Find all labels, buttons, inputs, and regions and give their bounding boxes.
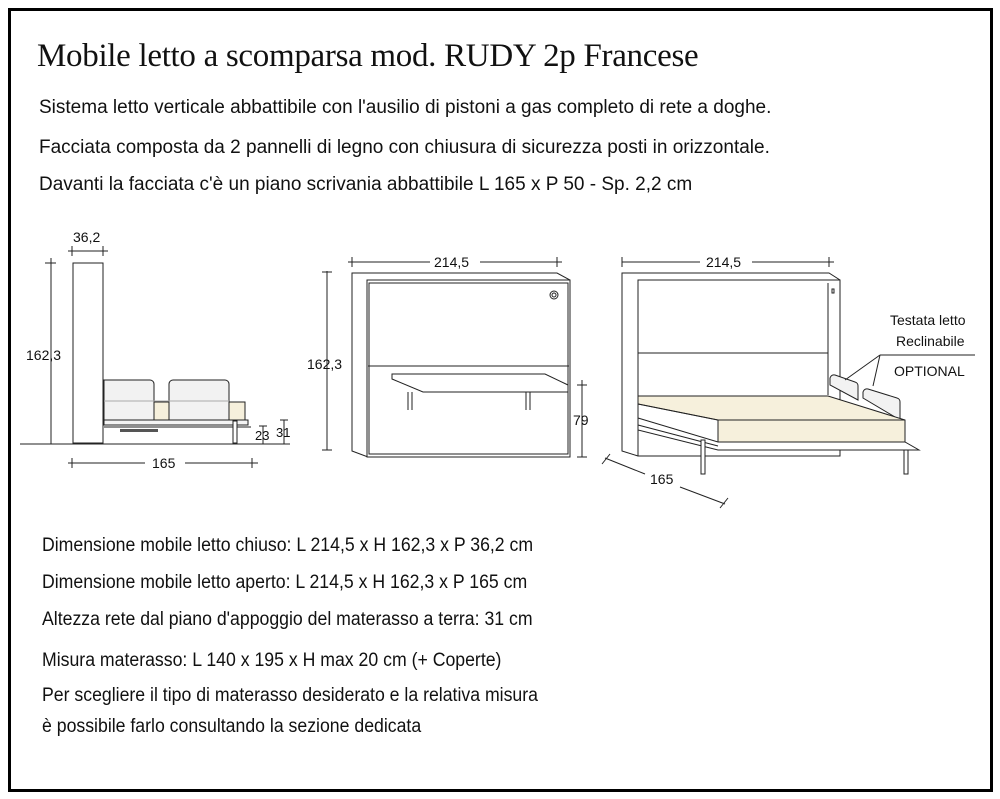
description-line-2: Facciata composta da 2 pannelli di legno con chiusura di sicurezza posti in orizzontale. <box>39 137 770 158</box>
description-line-1: Sistema letto verticale abbattibile con l'ausilio di pistoni a gas completo di rete a doghe. <box>39 97 772 118</box>
dim-front-width: 214,5 <box>434 254 470 270</box>
dim-open-depth: 165 <box>650 471 674 487</box>
spec-mattress-height: Altezza rete dal piano d'appoggio del materasso a terra: 31 cm <box>42 609 533 630</box>
dim-side-depth-open: 165 <box>152 455 176 471</box>
callout-optional: OPTIONAL <box>894 363 965 379</box>
dim-side-height: 162,3 <box>26 347 62 363</box>
dim-side-depth-closed: 36,2 <box>73 229 101 245</box>
spec-note-line-1: Per scegliere il tipo di materasso desiderato e la relativa misura <box>42 685 538 706</box>
callout-headboard-line1: Testata letto <box>890 312 966 328</box>
spec-note-line-2: è possibile farlo consultando la sezione dedicata <box>42 716 422 737</box>
dim-side-leg-23: 23 <box>255 428 270 443</box>
callout-headboard-line2: Reclinabile <box>896 333 965 349</box>
page-title: Mobile letto a scomparsa mod. RUDY 2p Francese <box>37 38 699 74</box>
description-line-3: Davanti la facciata c'è un piano scrivania abbattibile L 165 x P 50 - Sp. 2,2 cm <box>39 174 693 195</box>
spec-mattress-size: Misura materasso: L 140 x 195 x H max 20 cm (+ Coperte) <box>42 650 502 671</box>
dim-side-leg-31: 31 <box>276 425 291 440</box>
dim-open-width: 214,5 <box>706 254 742 270</box>
spec-open-dimensions: Dimensione mobile letto aperto: L 214,5 x H 162,3 x P 165 cm <box>42 572 528 593</box>
dim-front-height: 162,3 <box>307 356 343 372</box>
spec-closed-dimensions: Dimensione mobile letto chiuso: L 214,5 x H 162,3 x P 36,2 cm <box>42 535 534 556</box>
dim-front-desk-height: 79 <box>573 412 589 428</box>
